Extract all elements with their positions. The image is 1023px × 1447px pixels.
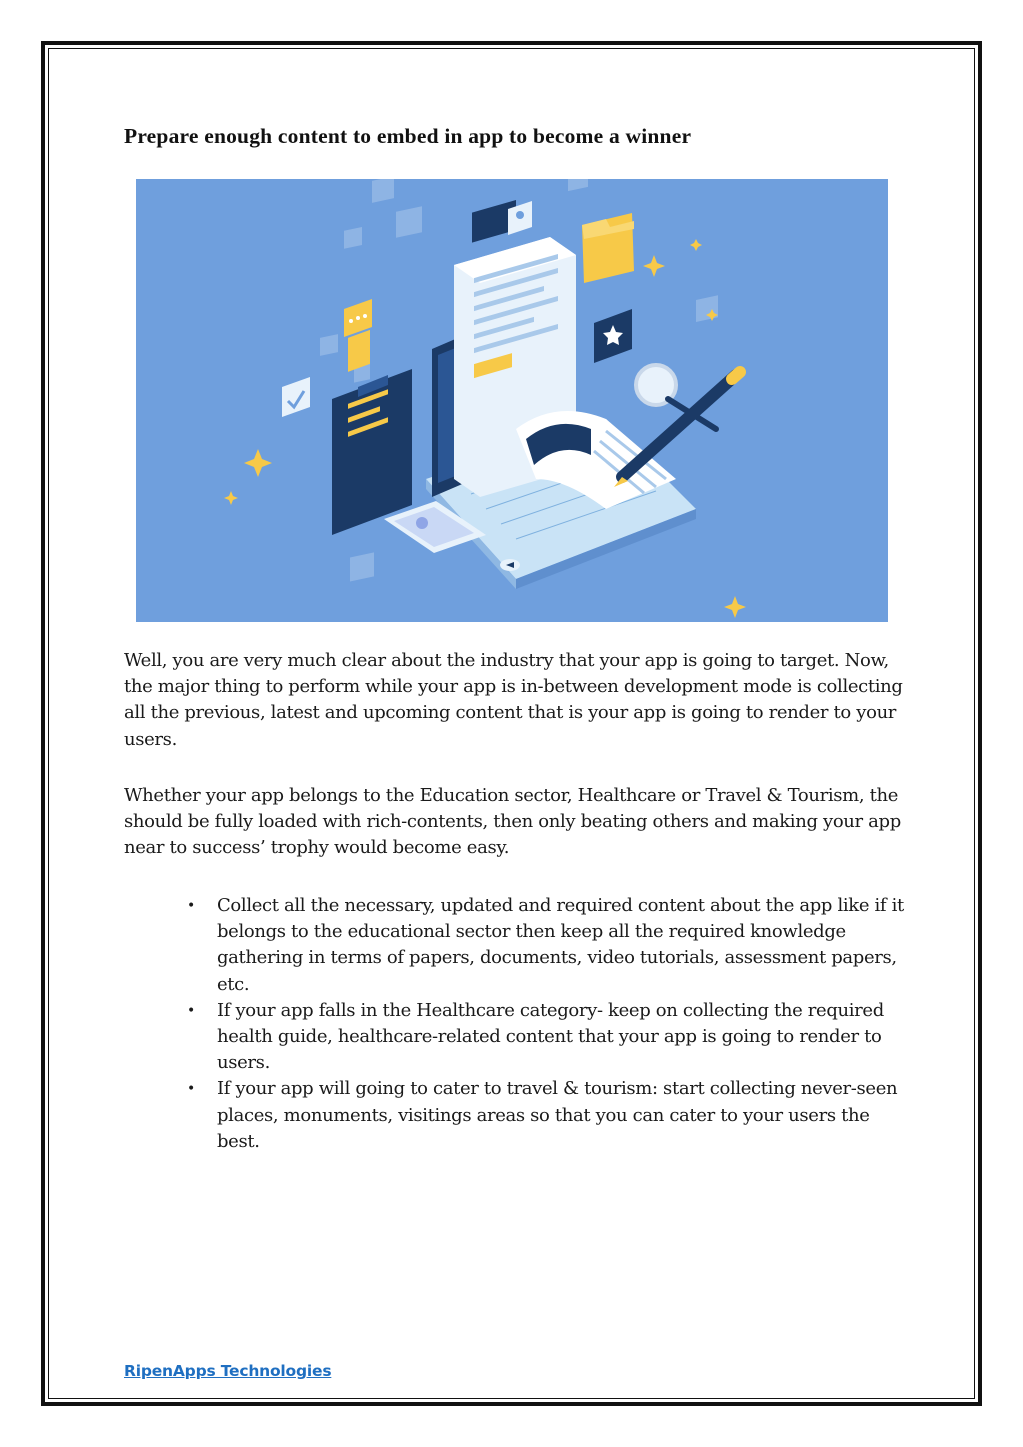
list-item-text: If your app falls in the Healthcare category- keep on collecting the required health guide, healthcare-related content that your app is going to render to users. [217,999,884,1074]
list-item-text: If your app will going to cater to travel & tourism: start collecting never-seen places, monuments, visitings areas so that you can cater to your users the best. [217,1078,898,1152]
bullet-icon: • [187,898,195,914]
sectors-paragraph: Whether your app belongs to the Education sector, Healthcare or Travel & Tourism, the should be fully loaded with rich-contents, then only beating others and making your app near to success’ trophy would become easy. [124,785,901,859]
bullet-icon: • [187,1081,195,1098]
content-checklist [124,893,914,1155]
list-item [124,1076,914,1155]
list-item [124,998,914,1077]
document-writing-illustration [136,179,888,622]
bullet-icon: • [187,1002,195,1019]
page-title: Prepare enough content to embed in app to become a winner [124,124,692,148]
list-item-text: Collect all the necessary, updated and required content about the app like if it belongs to the educational sector then keep all the required knowledge gathering in terms of papers, documents, video tutorials, assessment papers, etc. [217,895,904,995]
hero-illustration [136,179,888,622]
intro-paragraph: Well, you are very much clear about the industry that your app is going to target. Now, the major thing to perform while your app is in-between development mode is collecting all the previous, latest and upcoming content that is your app is going to render to your users. [124,650,903,750]
footer-company-link[interactable]: RipenApps Technologies [124,1362,332,1380]
list-item [124,893,914,998]
